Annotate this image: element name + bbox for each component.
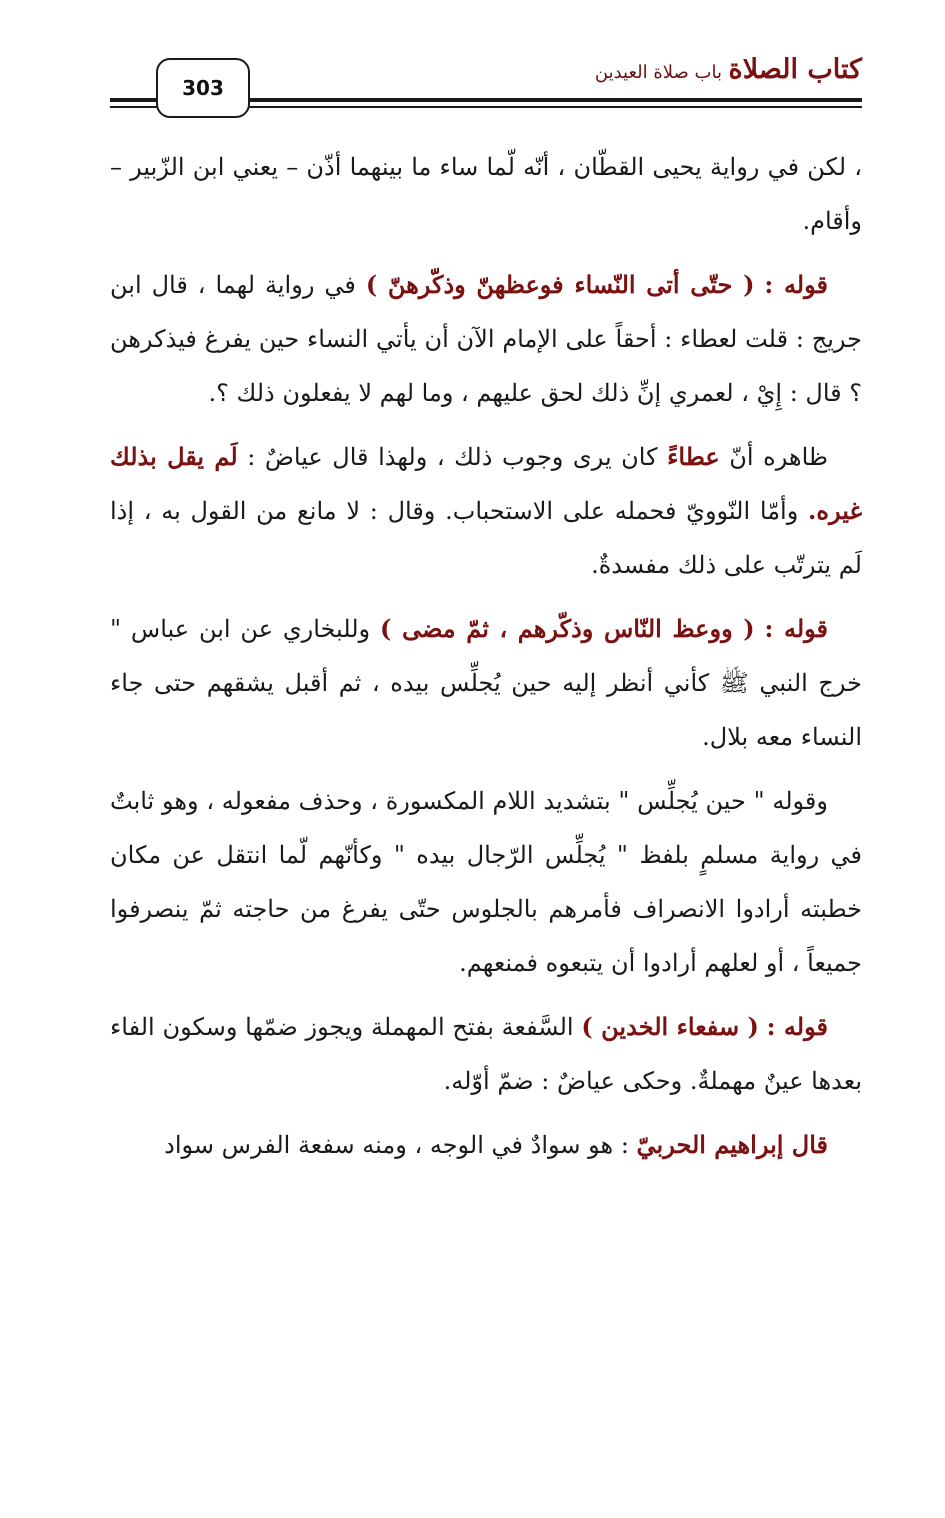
paragraph-text: وأمّا النّوويّ فحمله على الاستحباب. وقال : لا مانع من القول به ، إذا لَم يترتّب على ذلك مفسدةٌ. xyxy=(110,497,862,579)
highlight-iyad-quote: لَم يقل بذلك غيره. xyxy=(110,442,862,525)
page-header xyxy=(110,50,862,120)
paragraph-text: ، لكن في رواية يحيى القطّان ، أنّه لّما ساء ما بينهما أذّن – يعني ابن الزّبير – وأقام. xyxy=(110,153,862,235)
paragraph-text: : هو سوادٌ في الوجه ، ومنه سفعة الفرس سواد xyxy=(164,1131,637,1159)
hadith-quote: ( حتّى أتى النّساء فوعظهنّ وذكّرهنّ ) xyxy=(365,270,755,299)
paragraph-6 xyxy=(110,1000,862,1108)
paragraph-text: كان يرى وجوب ذلك ، ولهذا قال عياضٌ : xyxy=(237,443,668,471)
paragraph-text: ظاهره أنّ xyxy=(719,443,829,471)
highlight-ata: عطاءً xyxy=(667,442,720,471)
hadith-quote: ( ووعظ النّاس وذكّرهم ، ثمّ مضى ) xyxy=(380,614,755,643)
paragraph-7 xyxy=(110,1118,862,1172)
paragraph-text: وقوله " حين يُجلِّس " بتشديد اللام المكسورة ، وحذف مفعوله ، وهو ثابتٌ في رواية مسلمٍ بلفظ " يُجلِّس الرّجال بيده " وكأنّهم لّما انتقل عن مكان خطبته أرادوا الانصراف فأمرهم بالجلوس حتّى يفرغ من حاجته ثمّ ينصرفوا جميعاً ، أو لعلهم أرادوا أن يتبعوه فمنعهم. xyxy=(110,787,862,977)
page-number: 303 xyxy=(182,76,224,100)
paragraph-text: وللبخاري عن ابن عباس " خرج النبي ﷺ كأني أنظر إليه حين يُجلِّس بيده ، ثم أقبل يشقهم حتى جاء النساء معه بلال. xyxy=(110,615,862,751)
scholar-label: قال إبراهيم الحربيّ xyxy=(636,1130,828,1159)
page-number-box xyxy=(156,58,250,118)
paragraph-4 xyxy=(110,602,862,764)
qawluhu-label: قوله : xyxy=(764,270,828,299)
book-title: كتاب الصلاة xyxy=(728,54,862,85)
paragraph-5 xyxy=(110,774,862,990)
chapter-title: باب صلاة العيدين xyxy=(594,62,722,83)
paragraph-1 xyxy=(110,140,862,248)
paragraph-text: في رواية لهما ، قال ابن جريج : قلت لعطاء : أحقاً على الإمام الآن أن يأتي النساء حين يفرغ فيذكرهن ؟ قال : إِيْ ، لعمري إنِّ ذلك لحق عليهم ، وما لهم لا يفعلون ذلك ؟. xyxy=(110,271,862,407)
hadith-quote: ( سفعاء الخدين ) xyxy=(581,1012,759,1041)
page-content xyxy=(110,140,862,1182)
paragraph-text: السَّفعة بفتح المهملة ويجوز ضمّها وسكون الفاء بعدها عينٌ مهملةٌ. وحكى عياضٌ : ضمّ أوّله. xyxy=(110,1013,862,1095)
qawluhu-label: قوله : xyxy=(764,614,828,643)
paragraph-2 xyxy=(110,258,862,420)
paragraph-3 xyxy=(110,430,862,592)
qawluhu-label: قوله : xyxy=(766,1012,828,1041)
